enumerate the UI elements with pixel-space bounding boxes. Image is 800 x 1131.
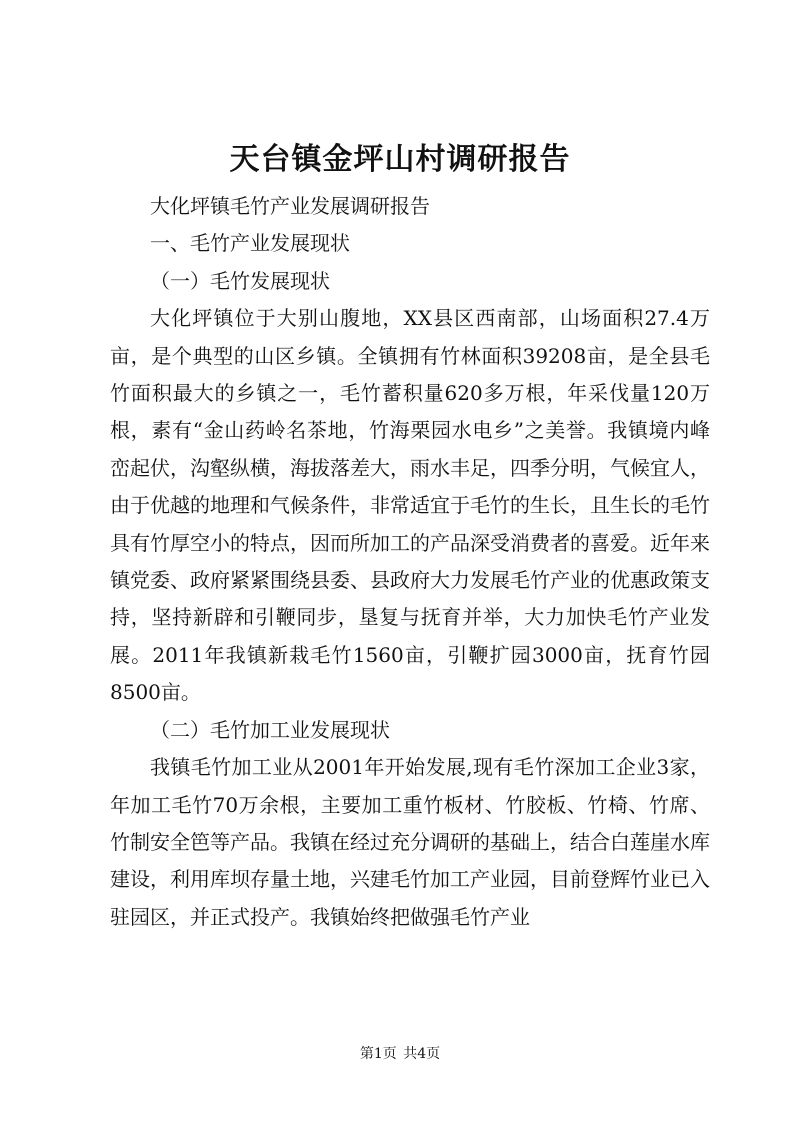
section-heading: 一、毛竹产业发展现状: [150, 231, 350, 256]
page-footer: 第1页 共4页: [359, 1046, 441, 1062]
page-title: 天台镇金坪山村调研报告: [229, 142, 571, 177]
paragraph: 大化坪镇位于大别山腹地，XX县区西南部，山场面积27.4万亩，是个典型的山区乡镇。全镇拥有竹林面积39208亩，是全县毛竹面积最大的乡镇之一，毛竹蓄积量620多万根，年采伐量120万根，素有“金山药岭名茶地，竹海栗园水电乡”之美誉。我镇境内峰峦起伏，沟壑纵横，海拔落差大，雨水丰足，四季分明，气候宜人，由于优越的地理和气候条件，非常适宜于毛竹的生长，且生长的毛竹具有竹厚空小的特点，因而所加工的产品深受消费者的喜爱。近年来镇党委、政府紧紧围绕县委、县政府大力发展毛竹产业的优惠政策支持，坚持新辟和引鞭同步，垦复与抚育并举，大力加快毛竹产业发展。2011年我镇新栽毛竹1560亩，引鞭扩园3000亩，抚育竹园8500亩。: [110, 306, 710, 705]
document-body: [110, 188, 710, 936]
subsection-heading: （一）毛竹发展现状: [150, 268, 330, 293]
subsection-heading: （二）毛竹加工业发展现状: [150, 717, 390, 742]
paragraph: 我镇毛竹加工业从2001年开始发展,现有毛竹深加工企业3家，年加工毛竹70万余根，主要加工重竹板材、竹胶板、竹椅、竹席、竹制安全笆等产品。我镇在经过充分调研的基础上，结合白莲崖水库建设，利用库坝存量土地，兴建毛竹加工产业园，目前登辉竹业已入驻园区，并正式投产。我镇始终把做强毛竹产业: [110, 755, 710, 929]
report-subtitle: 大化坪镇毛竹产业发展调研报告: [150, 194, 430, 218]
